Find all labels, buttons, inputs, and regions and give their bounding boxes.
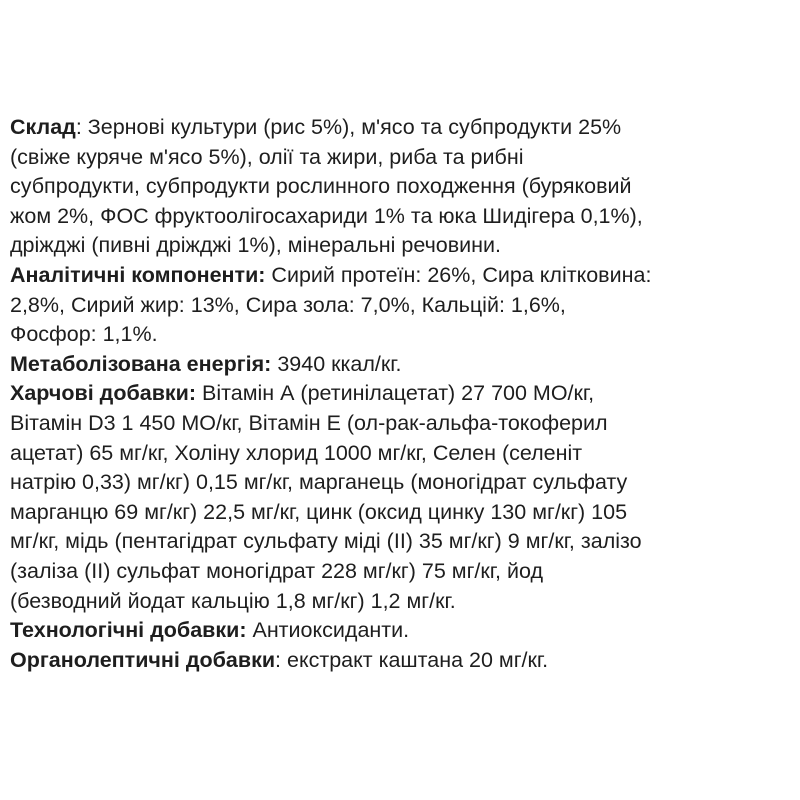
composition-text: дріжджі (пивні дріжджі 1%), мінеральні речовини. xyxy=(10,233,502,258)
composition-line-5 xyxy=(10,231,790,261)
additives-line-4 xyxy=(10,468,790,498)
additives-text: марганцю 69 мг/кг) 22,5 мг/кг, цинк (оксид цинку 130 мг/кг) 105 xyxy=(10,499,628,524)
additives-text: мг/кг, мідь (пентагідрат сульфату міді (II) 35 мг/кг) 9 мг/кг, залізо xyxy=(10,529,642,554)
additives-label: Харчові добавки: xyxy=(10,381,197,406)
composition-label: Склад xyxy=(10,115,76,139)
composition-line-4 xyxy=(10,202,790,232)
additives-line-8 xyxy=(10,587,790,617)
composition-text: субпродукти, субпродукти рослинного походження (буряковий xyxy=(10,174,632,199)
composition-text: (свіже куряче м'ясо 5%), олії та жири, риба та рибні xyxy=(10,144,524,169)
composition-line-3 xyxy=(10,172,790,202)
analytical-text: Фосфор: 1,1%. xyxy=(10,322,158,347)
energy-line xyxy=(10,350,790,380)
organoleptic-line xyxy=(10,646,790,676)
analytical-line-3 xyxy=(10,320,790,350)
organoleptic-label: Органолептичні добавки xyxy=(10,647,276,672)
energy-text: 3940 ккал/кг. xyxy=(271,351,402,376)
additives-text: (заліза (II) сульфат моногідрат 228 мг/кг) 75 мг/кг, йод xyxy=(10,558,544,583)
additives-text: Вітамін D3 1 450 МО/кг, Вітамін Е (ол-рак-альфа-токоферил xyxy=(10,410,608,435)
additives-line-7 xyxy=(10,557,790,587)
analytical-line-1 xyxy=(10,261,790,291)
composition-text: : Зернові культури (рис 5%), м'ясо та субпродукти 25% xyxy=(75,115,622,139)
analytical-text: Сирий протеїн: 26%, Сира клітковина: xyxy=(265,262,652,287)
composition-line-1 xyxy=(10,113,790,143)
composition-line-2 xyxy=(10,143,790,173)
additives-line-1 xyxy=(10,379,790,409)
additives-text: ацетат) 65 мг/кг, Холіну хлорид 1000 мг/кг, Селен (селеніт xyxy=(10,440,583,465)
additives-text: Вітамін А (ретинілацетат) 27 700 МО/кг, xyxy=(196,381,595,406)
additives-line-3 xyxy=(10,439,790,469)
analytical-label: Аналітичні компоненти: xyxy=(10,262,266,287)
additives-line-5 xyxy=(10,498,790,528)
composition-text: жом 2%, ФОС фруктоолігосахариди 1% та юка Шидігера 0,1%), xyxy=(10,203,643,228)
analytical-text: 2,8%, Сирий жир: 13%, Сира зола: 7,0%, Кальцій: 1,6%, xyxy=(10,292,566,317)
additives-text: натрію 0,33) мг/кг) 0,15 мг/кг, марганець (моногідрат сульфату xyxy=(10,470,628,495)
additives-line-2 xyxy=(10,409,790,439)
analytical-line-2 xyxy=(10,291,790,321)
technological-text: Антиоксиданти. xyxy=(246,618,410,643)
additives-line-6 xyxy=(10,527,790,557)
additives-text: (безводний йодат кальцію 1,8 мг/кг) 1,2 мг/кг. xyxy=(10,588,456,613)
technological-line xyxy=(10,616,790,646)
organoleptic-text: : екстракт каштана 20 мг/кг. xyxy=(275,647,549,672)
technological-label: Технологічні добавки: xyxy=(10,618,247,643)
ingredients-document xyxy=(10,113,790,675)
energy-label: Метаболізована енергія: xyxy=(10,351,272,376)
